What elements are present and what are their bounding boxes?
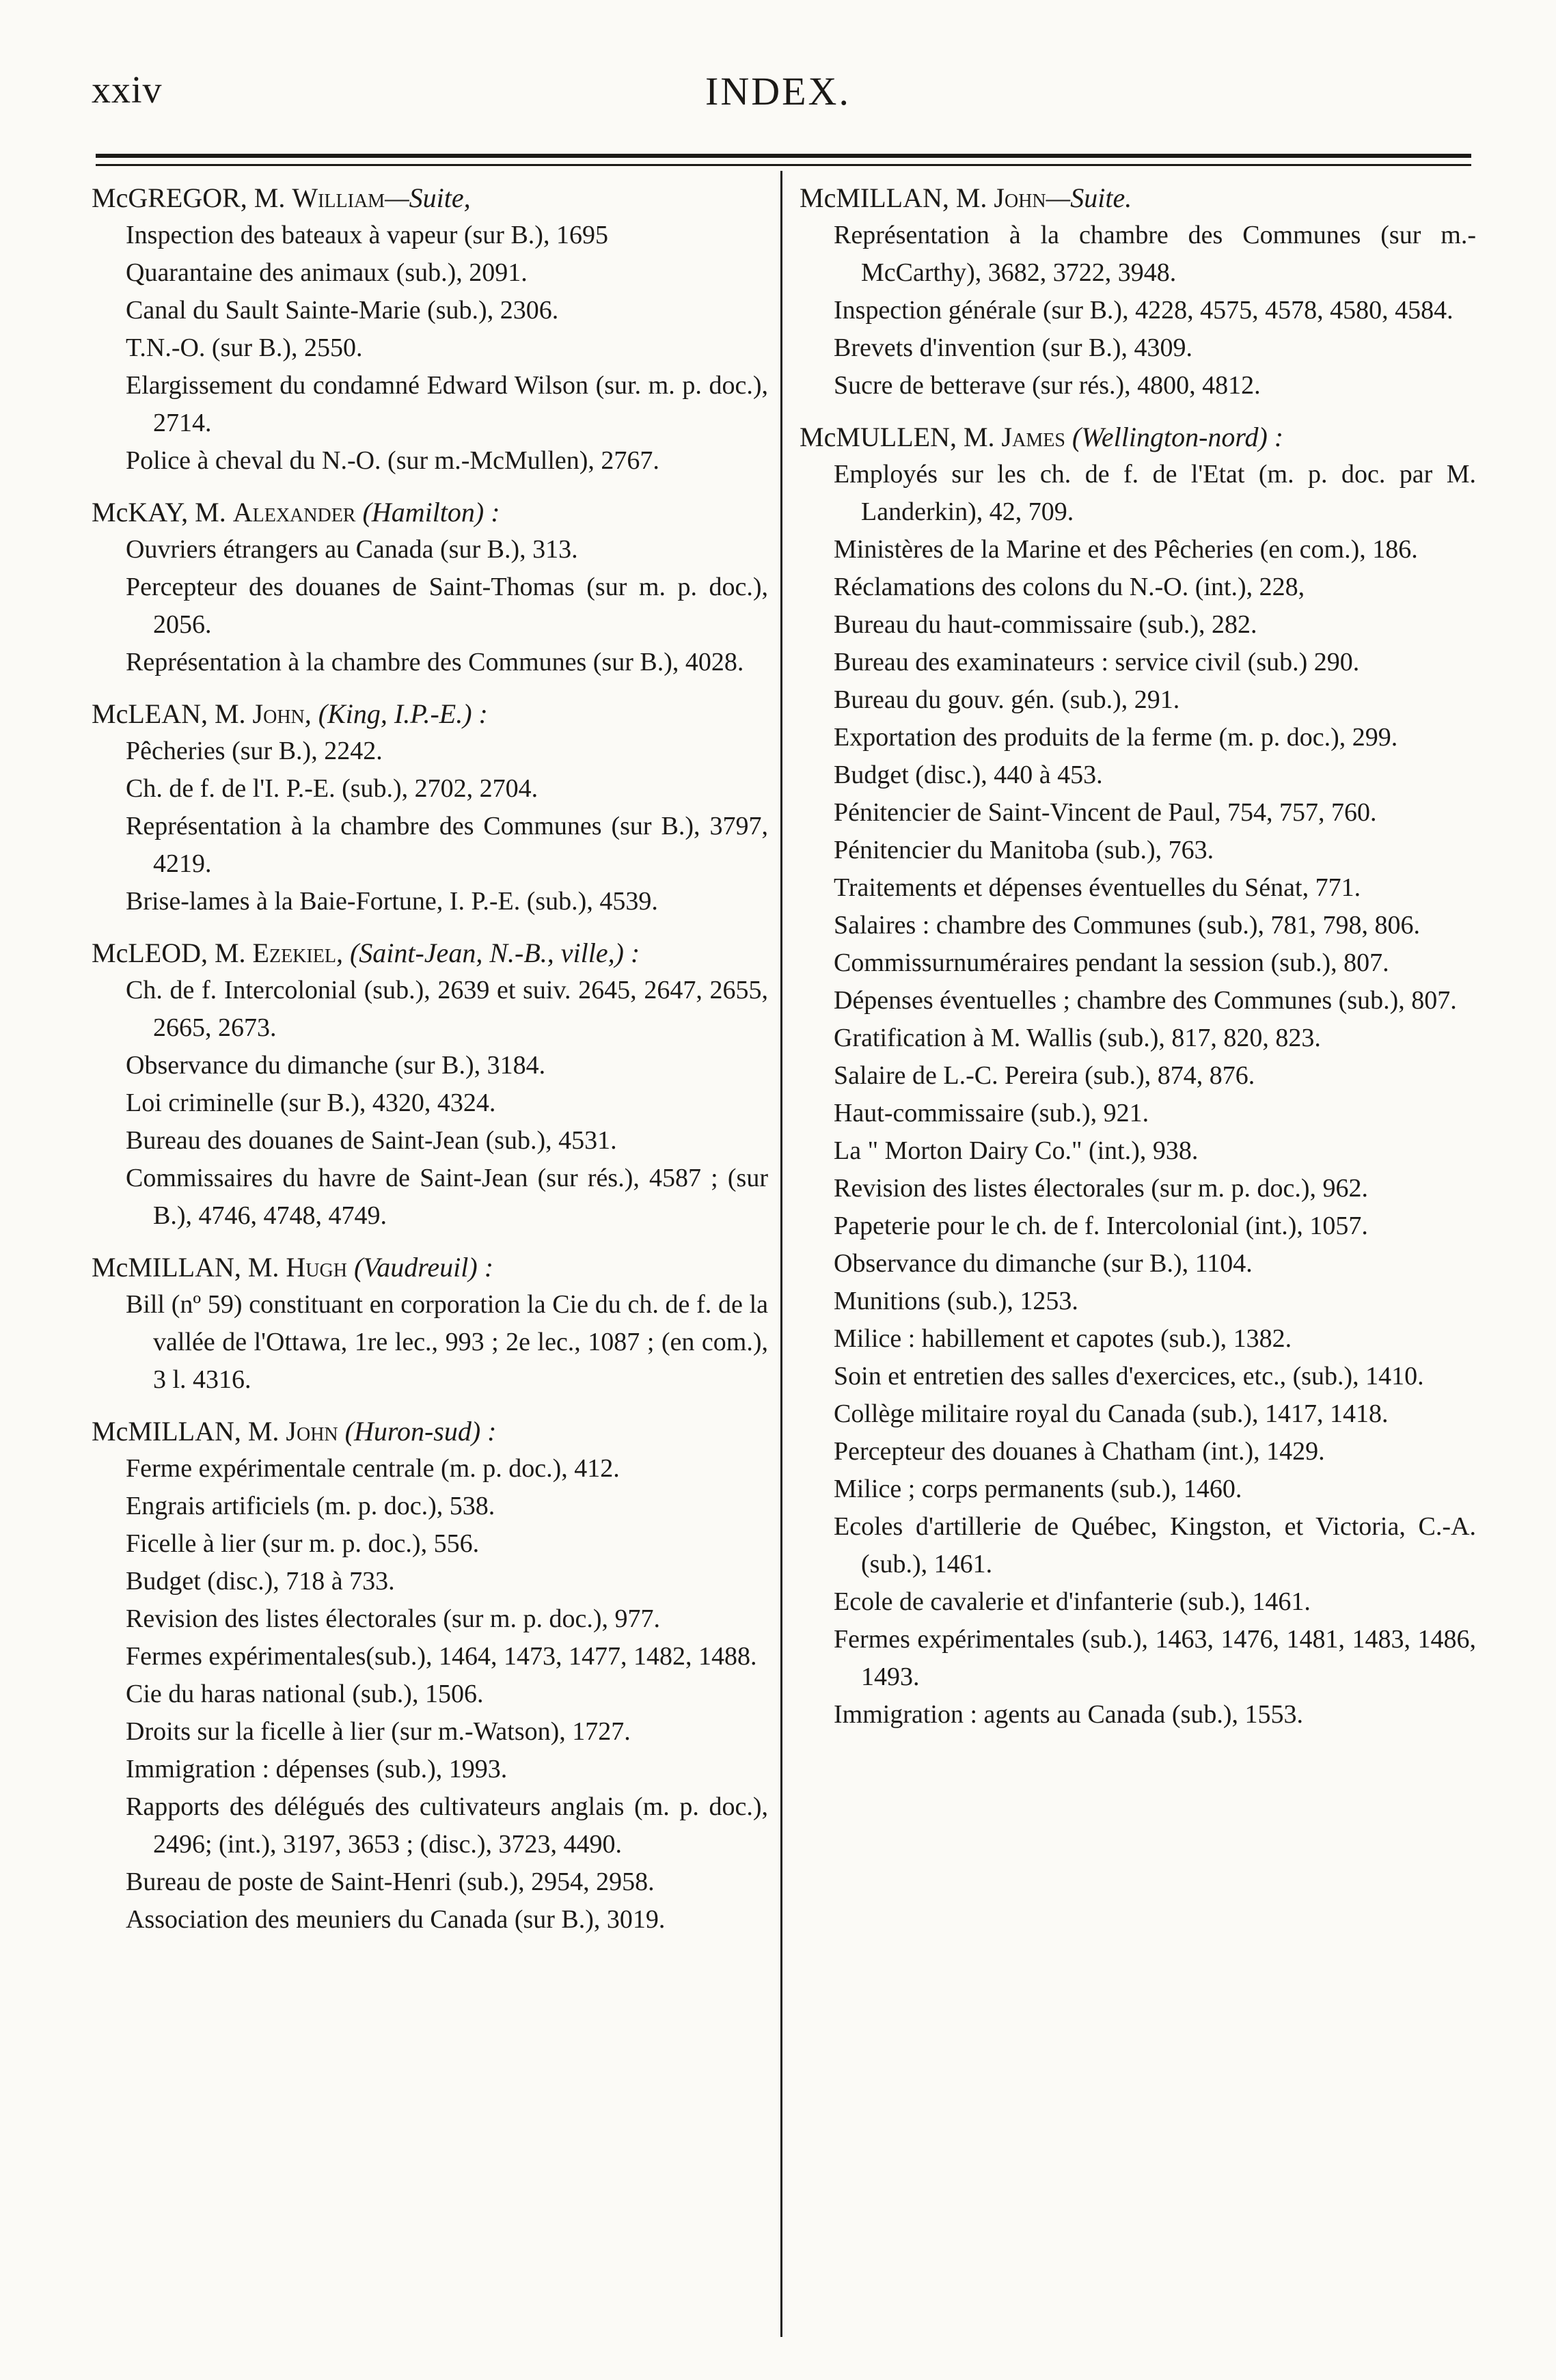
entry-heading [92,179,768,217]
index-entry [92,695,768,920]
index-entry [92,179,768,480]
entry-surname: McGREGOR, M. [92,182,292,213]
entry-reference: Rapports des délégués des cultivateurs anglais (m. p. doc.), 2496; (int.), 3197, 3653 ; (disc.), 3723, 4490. [126,1792,768,1859]
entry-reference: Brevets d'invention (sur B.), 4309. [834,333,1193,362]
entry-reference: Fermes expérimentales (sub.), 1463, 1476, 1481, 1483, 1486, 1493. [834,1625,1476,1691]
entry-reference: Sucre de betterave (sur rés.), 4800, 4812. [834,371,1261,400]
entry-reference: Salaires : chambre des Communes (sub.), 781, 798, 806. [834,911,1421,940]
entry-reference: Ecole de cavalerie et d'infanterie (sub.), 1461. [834,1587,1311,1616]
page-title: INDEX. [705,69,851,113]
entry-reference: Représentation à la chambre des Communes (sur B.), 4028. [126,648,744,676]
entry-reference: Milice : habillement et capotes (sub.), 1382. [834,1324,1292,1353]
entry-surname: McLEOD, M. [92,938,253,968]
entry-given-name: James [1001,422,1065,452]
entry-reference: Représentation à la chambre des Communes (sur m.-McCarthy), 3682, 3722, 3948. [834,221,1476,287]
entry-given-name: Ezekiel [252,938,336,968]
entry-reference: Ferme expérimentale centrale (m. p. doc.), 412. [126,1454,620,1483]
entry-riding: , (Saint-Jean, N.-B., ville,) : [336,938,640,968]
entry-reference: Elargissement du condamné Edward Wilson (sur. m. p. doc.), 2714. [126,371,768,437]
entry-reference: T.N.-O. (sur B.), 2550. [126,333,363,362]
index-entry [92,1412,768,1939]
entry-heading [92,1412,768,1450]
entry-reference: Exportation des produits de la ferme (m. p. doc.), 299. [834,723,1398,752]
entry-reference: Bureau de poste de Saint-Henri (sub.), 2954, 2958. [126,1868,655,1896]
entry-reference: Ministères de la Marine et des Pêcheries (en com.), 186. [834,535,1418,564]
entry-reference: Bureau du gouv. gén. (sub.), 291. [834,685,1180,714]
entry-reference: Observance du dimanche (sur B.), 3184. [126,1051,546,1080]
entry-reference: Inspection des bateaux à vapeur (sur B.), 1695 [126,221,608,249]
entry-reference: Munitions (sub.), 1253. [834,1287,1078,1315]
left-column [92,179,768,1952]
entry-reference: Ecoles d'artillerie de Québec, Kingston, et Victoria, C.-A. (sub.), 1461. [834,1512,1476,1578]
entry-given-name: William [292,182,385,213]
entry-reference: Police à cheval du N.-O. (sur m.-McMullen), 2767. [126,446,659,475]
entry-reference: Budget (disc.), 718 à 733. [126,1567,395,1596]
entry-reference: Droits sur la ficelle à lier (sur m.-Watson), 1727. [126,1717,631,1746]
entry-reference: Cie du haras national (sub.), 1506. [126,1680,484,1708]
entry-heading [92,1248,768,1286]
entry-reference: Revision des listes électorales (sur m. p. doc.), 977. [126,1604,661,1633]
entry-surname: McKAY, M. [92,497,233,528]
index-entry [800,179,1476,405]
entry-heading [800,418,1476,456]
entry-reference: Engrais artificiels (m. p. doc.), 538. [126,1492,495,1520]
entry-given-name: Hugh [286,1252,347,1283]
entry-given-name: John [286,1416,338,1447]
entry-reference: Salaire de L.-C. Pereira (sub.), 874, 876. [834,1061,1255,1090]
entry-reference: Pénitencier du Manitoba (sub.), 763. [834,836,1214,864]
index-entry [92,934,768,1235]
entry-given-name: John [252,698,305,729]
entry-reference: Bureau des douanes de Saint-Jean (sub.), 4531. [126,1126,617,1155]
index-entry [92,1248,768,1399]
entry-reference: Percepteur des douanes à Chatham (int.), 1429. [834,1437,1325,1466]
entry-reference: Papeterie pour le ch. de f. Intercolonial (int.), 1057. [834,1212,1368,1240]
entry-given-name: John [994,182,1046,213]
entry-reference: Fermes expérimentales(sub.), 1464, 1473, 1477, 1482, 1488. [126,1642,757,1671]
entry-reference: Immigration : agents au Canada (sub.), 1553. [834,1700,1304,1729]
entry-riding: —Suite, [385,182,471,213]
entry-reference: Loi criminelle (sur B.), 4320, 4324. [126,1089,496,1117]
entry-heading [92,695,768,733]
entry-reference: Quarantaine des animaux (sub.), 2091. [126,258,528,287]
entry-reference: Brise-lames à la Baie-Fortune, I. P.-E. (sub.), 4539. [126,887,658,916]
entry-reference: Ouvriers étrangers au Canada (sur B.), 313. [126,535,578,564]
entry-riding: , (King, I.P.-E.) : [304,698,488,729]
entry-surname: McMULLEN, M. [800,422,1002,452]
index-entry [92,493,768,681]
entry-heading [800,179,1476,217]
entry-reference: Ficelle à lier (sur m. p. doc.), 556. [126,1529,480,1558]
entry-reference: Commissurnuméraires pendant la session (sub.), 807. [834,948,1389,977]
entry-reference: Réclamations des colons du N.-O. (int.), 228, [834,573,1305,601]
entry-given-name: Alexander [232,497,356,528]
entry-reference: Employés sur les ch. de f. de l'Etat (m. p. doc. par M. Landerkin), 42, 709. [834,460,1476,526]
entry-reference: Association des meuniers du Canada (sur B.), 3019. [126,1905,666,1934]
entry-riding: —Suite. [1046,182,1132,213]
entry-riding: (Vaudreuil) : [346,1252,494,1283]
entry-reference: Haut-commissaire (sub.), 921. [834,1099,1149,1127]
entry-reference: Pénitencier de Saint-Vincent de Paul, 754, 757, 760. [834,798,1377,827]
entry-reference: Percepteur des douanes de Saint-Thomas (sur m. p. doc.), 2056. [126,573,768,639]
entry-reference: Canal du Sault Sainte-Marie (sub.), 2306. [126,296,559,325]
entry-reference: Bill (nº 59) constituant en corporation la Cie du ch. de f. de la vallée de l'Ottawa, 1re lec., 993 ; 2e lec., 1087 ; (en com.), 3 l. 4316. [126,1290,768,1394]
entry-surname: McMILLAN, M. [800,182,994,213]
entry-reference: Revision des listes électorales (sur m. p. doc.), 962. [834,1174,1369,1203]
entry-reference: Observance du dimanche (sur B.), 1104. [834,1249,1253,1278]
entry-reference: Pêcheries (sur B.), 2242. [126,737,383,765]
entry-surname: McLEAN, M. [92,698,253,729]
entry-reference: Ch. de f. Intercolonial (sub.), 2639 et suiv. 2645, 2647, 2655, 2665, 2673. [126,976,768,1042]
entry-reference: La " Morton Dairy Co." (int.), 938. [834,1136,1199,1165]
index-entry [800,418,1476,1734]
entry-riding: (Huron-sud) : [338,1416,497,1447]
entry-heading [92,934,768,972]
page-number: xxiv [92,69,163,111]
entry-reference: Traitements et dépenses éventuelles du Sénat, 771. [834,873,1361,902]
entry-reference: Ch. de f. de l'I. P.-E. (sub.), 2702, 2704. [126,774,538,803]
entry-reference: Immigration : dépenses (sub.), 1993. [126,1755,508,1783]
entry-surname: McMILLAN, M. [92,1416,286,1447]
entry-reference: Commissaires du havre de Saint-Jean (sur rés.), 4587 ; (sur B.), 4746, 4748, 4749. [126,1164,768,1230]
header-rule-thin [96,164,1471,166]
entry-reference: Bureau du haut-commissaire (sub.), 282. [834,610,1257,639]
entry-reference: Collège militaire royal du Canada (sub.), 1417, 1418. [834,1399,1389,1428]
entry-riding: (Wellington-nord) : [1065,422,1284,452]
column-divider [780,171,782,2337]
entry-reference: Bureau des examinateurs : service civil (sub.) 290. [834,648,1360,676]
entry-heading [92,493,768,531]
entry-surname: McMILLAN, M. [92,1252,286,1283]
entry-reference: Milice ; corps permanents (sub.), 1460. [834,1475,1242,1503]
header-rule-thick [96,154,1471,158]
entry-reference: Budget (disc.), 440 à 453. [834,761,1103,789]
entry-reference: Soin et entretien des salles d'exercices, etc., (sub.), 1410. [834,1362,1424,1391]
entry-reference: Dépenses éventuelles ; chambre des Communes (sub.), 807. [834,986,1457,1015]
entry-reference: Inspection générale (sur B.), 4228, 4575, 4578, 4580, 4584. [834,296,1453,325]
entry-riding: (Hamilton) : [355,497,500,528]
right-column [800,179,1476,1747]
entry-reference: Gratification à M. Wallis (sub.), 817, 820, 823. [834,1024,1321,1052]
entry-reference: Représentation à la chambre des Communes (sur B.), 3797, 4219. [126,812,768,878]
